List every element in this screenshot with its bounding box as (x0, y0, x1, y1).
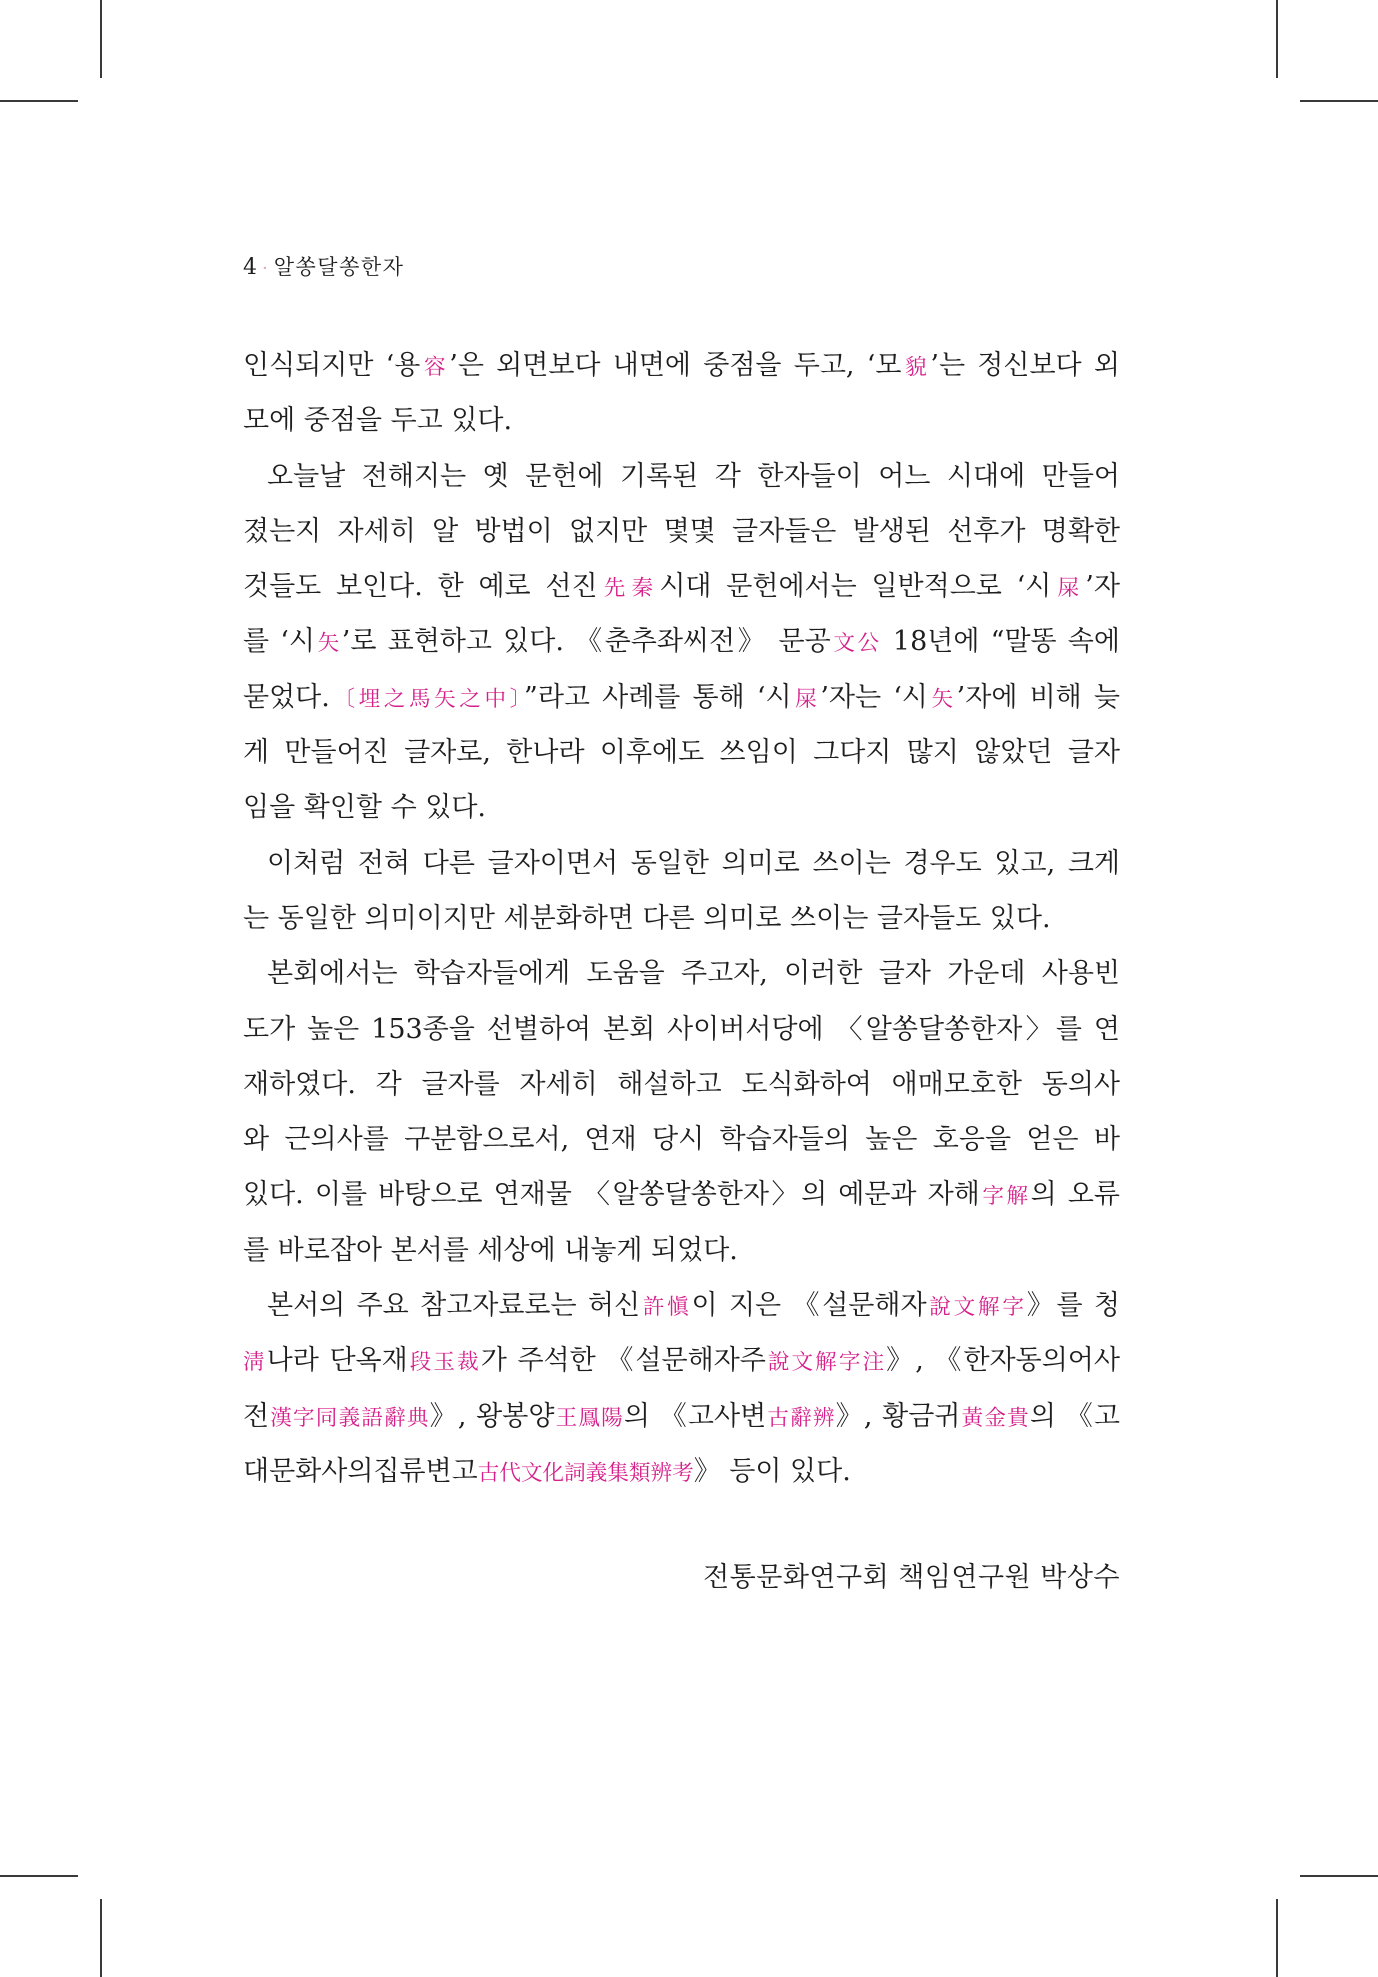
text-run: 모에 중점을 두고 있다. (243, 405, 513, 437)
text-run: 》 등이 있다. (693, 1455, 851, 1487)
text-line (243, 1389, 1120, 1444)
text-run: 묻었다. (243, 681, 330, 713)
page-number: 4 (243, 255, 257, 280)
text-line (243, 1333, 1120, 1388)
text-line (243, 449, 1120, 504)
text-line (243, 559, 1120, 614)
hanja-gloss: 漢字同義語辭典 (269, 1405, 430, 1431)
text-run: ’로 표현하고 있다. 《춘추좌씨전》 문공 (341, 626, 831, 658)
text-line (243, 946, 1120, 1001)
crop-mark-top-right-horizontal (1300, 100, 1378, 102)
running-head (243, 253, 404, 281)
hanja-gloss: 文公 (830, 631, 882, 657)
crop-mark-bottom-left-vertical (100, 1899, 102, 1977)
author-signature: 전통문화연구회 책임연구원 박상수 (703, 1562, 1120, 1593)
text-line (243, 1278, 1120, 1333)
text-run: 전 (243, 1400, 270, 1432)
text-run: 있다. 이를 바탕으로 연재물 〈알쏭달쏭한자〉의 예문과 자해 (243, 1179, 980, 1211)
hanja-gloss: 許愼 (640, 1295, 692, 1321)
text-run: 대문화사의집류변고 (243, 1455, 478, 1487)
paragraph (243, 338, 1120, 449)
hanja-gloss: 矢 (927, 686, 957, 712)
text-run: 는 동일한 의미이지만 세분화하면 다른 의미로 쓰이는 글자들도 있다. (243, 902, 1051, 934)
text-run: 게 만들어진 글자로, 한나라 이후에도 쓰임이 그다지 많지 않았던 글자 (243, 737, 1120, 769)
hanja-gloss: 段玉裁 (407, 1350, 481, 1376)
running-title: 알쏭달쏭한자 (273, 255, 405, 279)
text-run: 》, 《한자동의어사 (886, 1345, 1120, 1377)
hanja-gloss: 屎 (1051, 576, 1086, 602)
text-run: 임을 확인할 수 있다. (243, 792, 486, 824)
text-run: 의 《고사변 (623, 1400, 767, 1432)
hanja-gloss: 古辭辨 (766, 1405, 836, 1431)
text-run: 와 근의사를 구분함으로서, 연재 당시 학습자들의 높은 호응을 얻은 바 (243, 1124, 1120, 1156)
text-line (243, 614, 1120, 669)
text-run: 본회에서는 학습자들에게 도움을 주고자, 이러한 글자 가운데 사용빈 (267, 958, 1120, 990)
text-run: 도가 높은 153종을 선별하여 본회 사이버서당에 〈알쏭달쏭한자〉를 연 (243, 1013, 1120, 1045)
hanja-gloss: 容 (420, 355, 450, 380)
text-run: 졌는지 자세히 알 방법이 없지만 몇몇 글자들은 발생된 선후가 명확한 (243, 515, 1120, 547)
crop-mark-top-left-vertical (100, 0, 102, 78)
hanja-gloss: 說文解字注 (765, 1350, 887, 1376)
text-line (243, 670, 1120, 725)
text-run: 이처럼 전혀 다른 글자이면서 동일한 의미로 쓰이는 경우도 있고, 크게 (267, 847, 1120, 879)
paragraph (243, 836, 1120, 947)
crop-mark-bottom-right-vertical (1276, 1899, 1278, 1977)
hanja-gloss: 貌 (901, 355, 931, 380)
hanja-gloss: 矢 (314, 631, 342, 657)
hanja-gloss: 王鳳陽 (554, 1405, 624, 1431)
text-run: 시대 문헌에서는 일반적으로 ‘시 (659, 571, 1052, 603)
hanja-gloss: 黃金貴 (960, 1405, 1030, 1431)
text-line (243, 780, 1120, 835)
text-run: 를 바로잡아 본서를 세상에 내놓게 되었다. (243, 1234, 738, 1266)
text-run: 재하였다. 각 글자를 자세히 해설하고 도식화하여 애매모호한 동의사 (243, 1068, 1120, 1100)
text-line (243, 1167, 1120, 1222)
text-run: 의 오류 (1030, 1179, 1120, 1211)
text-run: 》, 왕봉양 (429, 1400, 555, 1432)
text-run: 인식되지만 ‘용 (243, 350, 421, 381)
crop-mark-top-right-vertical (1276, 0, 1278, 78)
paragraph (243, 449, 1120, 836)
text-run: ’는 정신보다 외 (930, 350, 1120, 381)
text-line (243, 1112, 1120, 1167)
text-line (243, 891, 1120, 946)
hanja-gloss: 字解 (979, 1184, 1031, 1210)
text-line (243, 1002, 1120, 1057)
text-line (243, 836, 1120, 891)
text-run: 것들도 보인다. 한 예로 선진 (243, 571, 598, 603)
paragraph (243, 1278, 1120, 1499)
text-run: 》, 황금귀 (835, 1400, 961, 1432)
hanja-gloss: 屎 (791, 686, 821, 712)
text-run: 》를 청 (1026, 1290, 1120, 1322)
text-line (243, 1223, 1120, 1278)
paragraph (243, 946, 1120, 1278)
text-line (243, 393, 1120, 448)
text-run: 를 ‘시 (243, 626, 315, 658)
text-run: 의 《고 (1029, 1400, 1120, 1432)
hanja-gloss: 古代文化詞義集類辨考 (477, 1460, 694, 1486)
text-run: ’은 외면보다 내면에 중점을 두고, ‘모 (449, 350, 902, 381)
crop-mark-bottom-left-horizontal (0, 1875, 78, 1877)
text-line (243, 338, 1120, 393)
text-run: 오늘날 전해지는 옛 문헌에 기록된 각 한자들이 어느 시대에 만들어 (267, 460, 1120, 492)
text-run: 이 지은 《설문해자 (691, 1290, 927, 1322)
text-line (243, 504, 1120, 559)
text-run: ’자는 ‘시 (820, 681, 928, 713)
text-run: 18년에 “말똥 속에 (881, 626, 1120, 658)
hanja-gloss: 淸 (243, 1350, 267, 1376)
hanja-gloss: 說文解字 (926, 1295, 1027, 1321)
text-run: ”라고 사례를 통해 ‘시 (524, 681, 792, 713)
text-run: 나라 단옥재 (266, 1345, 408, 1377)
crop-mark-bottom-right-horizontal (1300, 1875, 1378, 1877)
text-line (243, 725, 1120, 780)
hanja-gloss: 先秦 (597, 576, 660, 602)
text-run: ’자에 비해 늦 (956, 681, 1120, 713)
hanja-gloss: 〔埋之馬矢之中〕 (329, 686, 525, 712)
body-text (243, 338, 1120, 1499)
running-head-separator: · (262, 258, 268, 279)
text-run: ’자 (1085, 571, 1120, 603)
text-run: 본서의 주요 참고자료로는 허신 (267, 1290, 641, 1322)
crop-mark-top-left-horizontal (0, 100, 78, 102)
text-run: 가 주석한 《설문해자주 (480, 1345, 766, 1377)
text-line (243, 1444, 1120, 1499)
text-line (243, 1057, 1120, 1112)
